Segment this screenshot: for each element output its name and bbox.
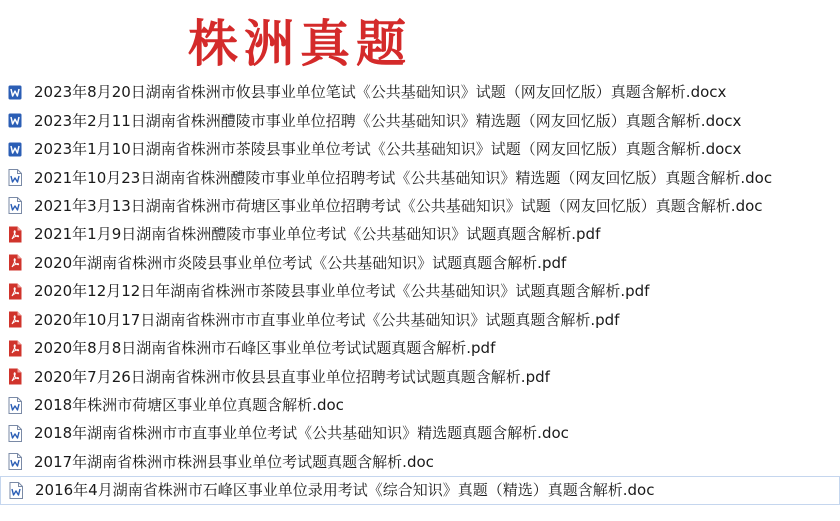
file-item[interactable] xyxy=(0,78,840,106)
word-icon-old xyxy=(8,397,22,414)
pdf-icon xyxy=(8,368,22,385)
file-name: 2020年10月17日湖南省株洲市市直事业单位考试《公共基础知识》试题真题含解析.pdf xyxy=(34,310,620,329)
file-item[interactable] xyxy=(0,306,840,334)
file-name: 2020年7月26日湖南省株洲市攸县县直事业单位招聘考试试题真题含解析.pdf xyxy=(34,367,550,386)
file-name: 2018年湖南省株洲市市直事业单位考试《公共基础知识》精选题真题含解析.doc xyxy=(34,424,569,443)
file-item[interactable] xyxy=(0,419,840,447)
file-item[interactable] xyxy=(0,448,840,476)
word-icon-new xyxy=(8,141,22,158)
pdf-icon xyxy=(8,254,22,271)
file-item[interactable] xyxy=(0,362,840,390)
file-name: 2020年8月8日湖南省株洲市石峰区事业单位考试试题真题含解析.pdf xyxy=(34,339,496,358)
file-name: 2023年2月11日湖南省株洲醴陵市事业单位招聘《公共基础知识》精选题（网友回忆版）真题含解析.docx xyxy=(34,111,742,130)
file-name: 2023年8月20日湖南省株洲市攸县事业单位笔试《公共基础知识》试题（网友回忆版）真题含解析.docx xyxy=(34,83,727,102)
file-name: 2021年10月23日湖南省株洲醴陵市事业单位招聘考试《公共基础知识》精选题（网友回忆版）真题含解析.doc xyxy=(34,168,773,187)
page-title: 株洲真题 xyxy=(188,14,412,73)
file-item[interactable] xyxy=(0,249,840,277)
pdf-icon xyxy=(8,283,22,300)
file-name: 2021年3月13日湖南省株洲市荷塘区事业单位招聘考试《公共基础知识》试题（网友回忆版）真题含解析.doc xyxy=(34,196,763,215)
file-name: 2016年4月湖南省株洲市石峰区事业单位录用考试《综合知识》真题（精选）真题含解析.doc xyxy=(35,481,655,500)
word-icon-old xyxy=(8,197,22,214)
file-item[interactable] xyxy=(0,106,840,134)
file-item[interactable] xyxy=(0,135,840,163)
file-name: 2017年湖南省株洲市株洲县事业单位考试题真题含解析.doc xyxy=(34,452,434,471)
pdf-icon xyxy=(8,311,22,328)
file-item[interactable] xyxy=(0,220,840,248)
word-icon-old xyxy=(9,482,23,499)
file-item[interactable] xyxy=(0,476,840,504)
word-icon-old xyxy=(8,425,22,442)
file-name: 2020年12月12日年湖南省株洲市茶陵县事业单位考试《公共基础知识》试题真题含解析.pdf xyxy=(34,282,650,301)
file-item[interactable] xyxy=(0,391,840,419)
file-list xyxy=(0,78,840,505)
file-item[interactable] xyxy=(0,163,840,191)
file-name: 2018年株洲市荷塘区事业单位真题含解析.doc xyxy=(34,396,344,415)
file-item[interactable] xyxy=(0,277,840,305)
word-icon-old xyxy=(8,169,22,186)
file-name: 2023年1月10日湖南省株洲市茶陵县事业单位考试《公共基础知识》试题（网友回忆版）真题含解析.docx xyxy=(34,140,742,159)
word-icon-new xyxy=(8,84,22,101)
word-icon-new xyxy=(8,112,22,129)
file-name: 2020年湖南省株洲市炎陵县事业单位考试《公共基础知识》试题真题含解析.pdf xyxy=(34,253,567,272)
pdf-icon xyxy=(8,226,22,243)
file-item[interactable] xyxy=(0,334,840,362)
file-item[interactable] xyxy=(0,192,840,220)
pdf-icon xyxy=(8,340,22,357)
word-icon-old xyxy=(8,453,22,470)
file-name: 2021年1月9日湖南省株洲醴陵市事业单位考试《公共基础知识》试题真题含解析.pdf xyxy=(34,225,601,244)
